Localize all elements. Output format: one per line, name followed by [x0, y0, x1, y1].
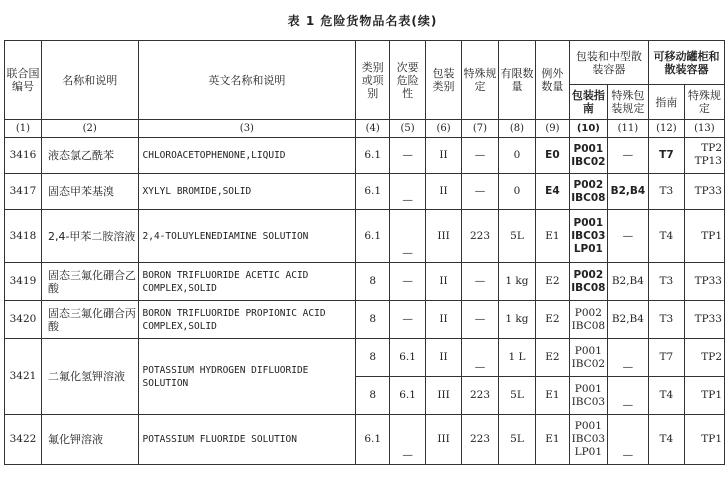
cell-name: 氟化钾溶液	[41, 415, 138, 465]
cell-pkg-instr: P002 IBC08	[569, 263, 607, 301]
cell-limited: 1 kg	[498, 263, 535, 301]
cell-subsidiary: —	[390, 301, 426, 339]
cell-tank-instr: T7	[648, 138, 684, 174]
cell-excepted: E2	[535, 301, 569, 339]
cell-excepted: E4	[535, 174, 569, 210]
col-number: (13)	[684, 120, 724, 138]
col-number: (5)	[390, 120, 426, 138]
col-number: (4)	[356, 120, 390, 138]
cell-excepted: E1	[535, 210, 569, 263]
header-special-packing: 特殊包装规定	[607, 85, 648, 120]
table-row	[5, 339, 725, 377]
col-number: (9)	[535, 120, 569, 138]
cell-un: 3421	[5, 339, 42, 415]
cell-pkg-instr: P001 IBC03 LP01	[569, 415, 607, 465]
cell-excepted: E2	[535, 263, 569, 301]
cell-un: 3416	[5, 138, 42, 174]
cell-special-pkg: B2,B4	[607, 174, 648, 210]
cell-special: —	[462, 174, 499, 210]
table-row	[5, 301, 725, 339]
cell-un: 3422	[5, 415, 42, 465]
cell-class: 6.1	[356, 138, 390, 174]
cell-class: 8	[356, 301, 390, 339]
cell-name: 固态三氟化硼合丙酸	[41, 301, 138, 339]
header-limited-qty: 有限数量	[498, 41, 535, 120]
cell-excepted: E0	[535, 138, 569, 174]
table-caption: 表 1 危险货物品名表(续)	[287, 14, 438, 28]
cell-special-pkg: —	[607, 377, 648, 415]
header-special-provisions: 特殊规定	[462, 41, 499, 120]
table-row	[5, 210, 725, 263]
col-number: (8)	[498, 120, 535, 138]
cell-tank-instr: T4	[648, 210, 684, 263]
header-class: 类别或项别	[356, 41, 390, 120]
cell-excepted: E1	[535, 415, 569, 465]
cell-limited: 0	[498, 138, 535, 174]
cell-english: CHLOROACETOPHENONE,LIQUID	[138, 138, 356, 174]
cell-limited: 1 L	[498, 339, 535, 377]
header-subsidiary: 次要危险性	[390, 41, 426, 120]
cell-packing-group: III	[426, 210, 462, 263]
cell-english: XYLYL BROMIDE,SOLID	[138, 174, 356, 210]
cell-subsidiary: —	[390, 138, 426, 174]
cell-packing-group: II	[426, 174, 462, 210]
header-packing-group: 包装类别	[426, 41, 462, 120]
cell-class: 8	[356, 263, 390, 301]
cell-pkg-instr: P001 IBC03	[569, 377, 607, 415]
cell-packing-group: III	[426, 377, 462, 415]
cell-un: 3418	[5, 210, 42, 263]
cell-english: BORON TRIFLUORIDE PROPIONIC ACID COMPLEX,SOLID	[138, 301, 356, 339]
cell-packing-group: II	[426, 138, 462, 174]
cell-excepted: E1	[535, 377, 569, 415]
cell-special-pkg: B2,B4	[607, 301, 648, 339]
cell-tank-instr: T7	[648, 339, 684, 377]
cell-special-pkg: —	[607, 339, 648, 377]
cell-english: POTASSIUM FLUORIDE SOLUTION	[138, 415, 356, 465]
cell-subsidiary: 6.1	[390, 377, 426, 415]
cell-un: 3417	[5, 174, 42, 210]
col-number: (3)	[138, 120, 356, 138]
header-packaging-group: 包装和中型散装容器	[569, 41, 648, 85]
dangerous-goods-table	[4, 40, 725, 465]
cell-name: 固态甲苯基溴	[41, 174, 138, 210]
cell-limited: 1 kg	[498, 301, 535, 339]
cell-pkg-instr: P002 IBC08	[569, 301, 607, 339]
cell-pkg-instr: P002 IBC08	[569, 174, 607, 210]
cell-name: 液态氯乙酰苯	[41, 138, 138, 174]
cell-special: —	[462, 301, 499, 339]
cell-limited: 5L	[498, 415, 535, 465]
cell-pkg-instr: P001 IBC02	[569, 138, 607, 174]
col-number: (1)	[5, 120, 42, 138]
cell-class: 8	[356, 339, 390, 377]
cell-tank-special: TP33	[684, 263, 724, 301]
col-number: (2)	[41, 120, 138, 138]
cell-english: 2,4-TOLUYLENEDIAMINE SOLUTION	[138, 210, 356, 263]
cell-special: 223	[462, 415, 499, 465]
header-tank-group: 可移动罐柜和散装容器	[648, 41, 724, 85]
cell-tank-special: TP1	[684, 415, 724, 465]
cell-packing-group: II	[426, 339, 462, 377]
cell-subsidiary: —	[390, 174, 426, 210]
cell-special: 223	[462, 377, 499, 415]
cell-tank-special: TP33	[684, 301, 724, 339]
header-un-no: 联合国编号	[5, 41, 42, 120]
cell-class: 6.1	[356, 174, 390, 210]
header-excepted-qty: 例外数量	[535, 41, 569, 120]
cell-special-pkg: —	[607, 415, 648, 465]
cell-packing-group: III	[426, 415, 462, 465]
cell-name: 固态三氟化硼合乙酸	[41, 263, 138, 301]
col-number: (12)	[648, 120, 684, 138]
cell-subsidiary: —	[390, 210, 426, 263]
cell-limited: 5L	[498, 210, 535, 263]
cell-name: 2,4-甲苯二胺溶液	[41, 210, 138, 263]
header-tank-special: 特殊规定	[684, 85, 724, 120]
cell-tank-special: TP1	[684, 377, 724, 415]
cell-tank-special: TP2 TP13	[684, 138, 724, 174]
cell-subsidiary: 6.1	[390, 339, 426, 377]
cell-special-pkg: B2,B4	[607, 263, 648, 301]
col-number: (11)	[607, 120, 648, 138]
table-row	[5, 415, 725, 465]
cell-tank-instr: T3	[648, 174, 684, 210]
cell-class: 6.1	[356, 415, 390, 465]
cell-special: —	[462, 263, 499, 301]
cell-special-pkg: —	[607, 138, 648, 174]
cell-english: BORON TRIFLUORIDE ACETIC ACID COMPLEX,SOLID	[138, 263, 356, 301]
table-row	[5, 263, 725, 301]
cell-tank-special: TP33	[684, 174, 724, 210]
col-number: (7)	[462, 120, 499, 138]
cell-special: —	[462, 138, 499, 174]
cell-un: 3420	[5, 301, 42, 339]
cell-subsidiary: —	[390, 415, 426, 465]
cell-name: 二氟化氢钾溶液	[41, 339, 138, 415]
cell-excepted: E2	[535, 339, 569, 377]
col-number: (10)	[569, 120, 607, 138]
header-name: 名称和说明	[41, 41, 138, 120]
cell-special: —	[462, 339, 499, 377]
table-row	[5, 174, 725, 210]
cell-tank-instr: T4	[648, 415, 684, 465]
cell-packing-group: II	[426, 301, 462, 339]
cell-tank-special: TP1	[684, 210, 724, 263]
col-number: (6)	[426, 120, 462, 138]
header-english-name: 英文名称和说明	[138, 41, 356, 120]
cell-pkg-instr: P001 IBC03 LP01	[569, 210, 607, 263]
cell-tank-instr: T3	[648, 301, 684, 339]
cell-tank-special: TP2	[684, 339, 724, 377]
cell-class: 8	[356, 377, 390, 415]
cell-subsidiary: —	[390, 263, 426, 301]
cell-packing-group: II	[426, 263, 462, 301]
cell-limited: 5L	[498, 377, 535, 415]
table-row	[5, 138, 725, 174]
cell-tank-instr: T3	[648, 263, 684, 301]
cell-special: 223	[462, 210, 499, 263]
column-number-row	[5, 120, 725, 138]
cell-tank-instr: T4	[648, 377, 684, 415]
header-packing-instructions: 包装指南	[569, 85, 607, 120]
cell-pkg-instr: P001 IBC02	[569, 339, 607, 377]
cell-limited: 0	[498, 174, 535, 210]
cell-class: 6.1	[356, 210, 390, 263]
cell-un: 3419	[5, 263, 42, 301]
header-tank-instructions: 指南	[648, 85, 684, 120]
cell-special-pkg: —	[607, 210, 648, 263]
cell-english: POTASSIUM HYDROGEN DIFLUORIDE SOLUTION	[138, 339, 356, 415]
